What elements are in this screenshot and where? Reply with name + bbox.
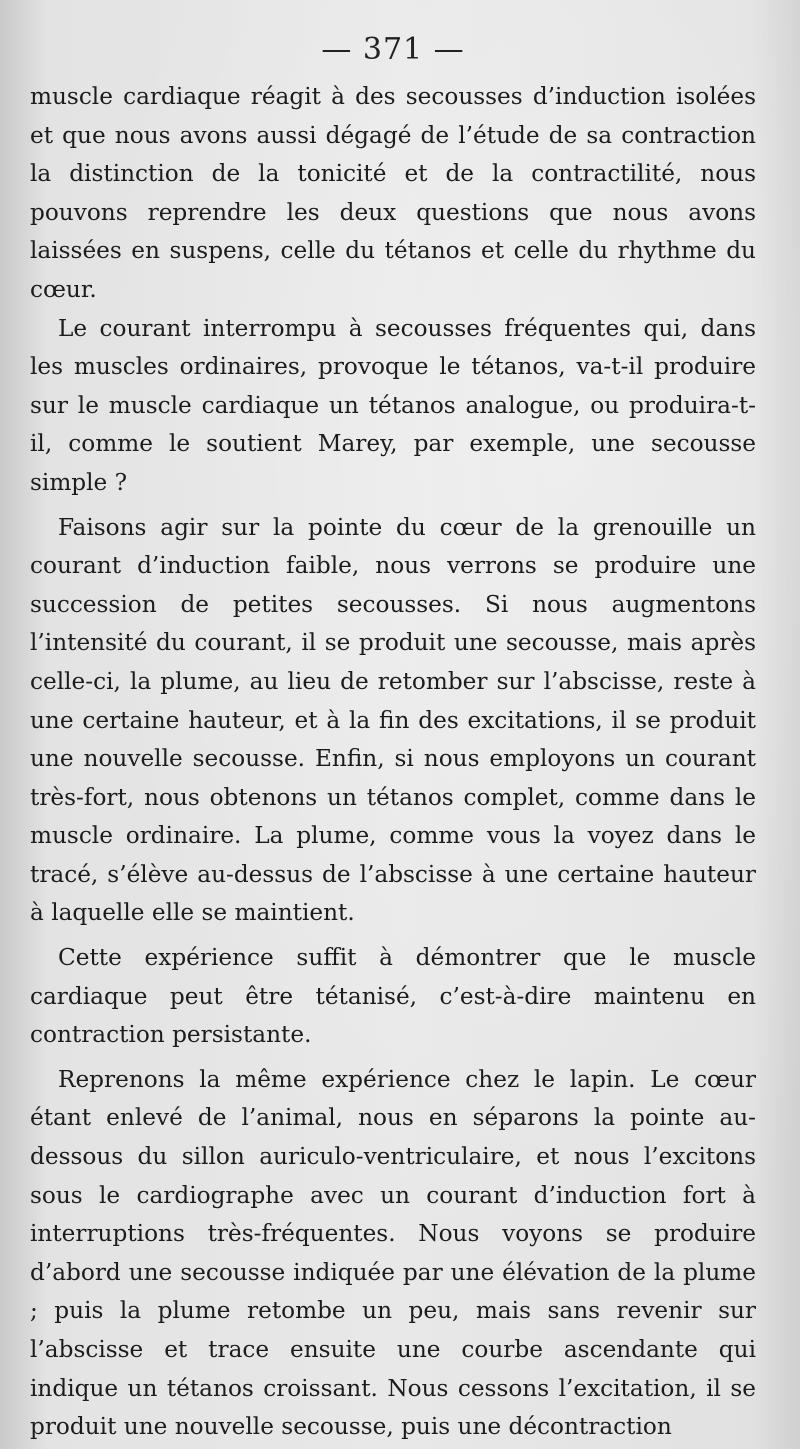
body-text xyxy=(30,78,756,1447)
paragraph-frog-experiment: Faisons agir sur la pointe du cœur de la grenouille un courant d’induction faible, nous verrons se produire une succession de petites secousses. Si nous augmentons l’intensité du courant, il se produit une secousse, mais après celle-ci, la plume, au lieu de retomber sur l’abscisse, reste à une certaine hauteur, et à la fin des excitations, il se produit une nouvelle secousse. Enfin, si nous employons un courant très-fort, nous obtenons un tétanos complet, comme dans le muscle ordinaire. La plume, comme vous la voyez dans le tracé, s’élève au-dessus de l’abscisse à une certaine hauteur à laquelle elle se maintient. xyxy=(30,513,756,927)
paragraph-rabbit-experiment: Reprenons la même expérience chez le lapin. Le cœur étant enlevé de l’animal, nous en séparons la pointe au-dessous du sillon auriculo-ventriculaire, et nous l’excitons sous le cardiographe avec un courant d’induction fort à interruptions très-fréquentes. Nous voyons se produire d’abord une secousse indiquée par une élévation de la plume ; puis la plume retombe un peu, mais sans revenir sur l’abscisse et trace ensuite une courbe ascendante qui indique un tétanos croissant. Nous cessons l’excitation, il se produit une nouvelle secousse, puis une décontraction xyxy=(30,1065,756,1441)
page-number: — 371 — xyxy=(321,32,465,67)
paragraph-tetanos-question: Le courant interrompu à secousses fréquentes qui, dans les muscles ordinaires, provoque le tétanos, va-t-il produire sur le muscle cardiaque un tétanos analogue, ou produira-t-il, comme le soutient Marey, par exemple, une secousse simple ? xyxy=(30,314,756,496)
paragraph-continued: muscle cardiaque réagit à des secousses d’induction isolées et que nous avons aussi dégagé de l’étude de sa contraction la distinction de la tonicité et de la contractilité, nous pouvons reprendre les deux questions que nous avons laissées en suspens, celle du tétanos et celle du rhythme du cœur. xyxy=(30,83,756,303)
paragraph-conclusion: Cette expérience suffit à démontrer que le muscle cardiaque peut être tétanisé, c’est-à-dire maintenu en contraction persistante. xyxy=(30,944,756,1049)
